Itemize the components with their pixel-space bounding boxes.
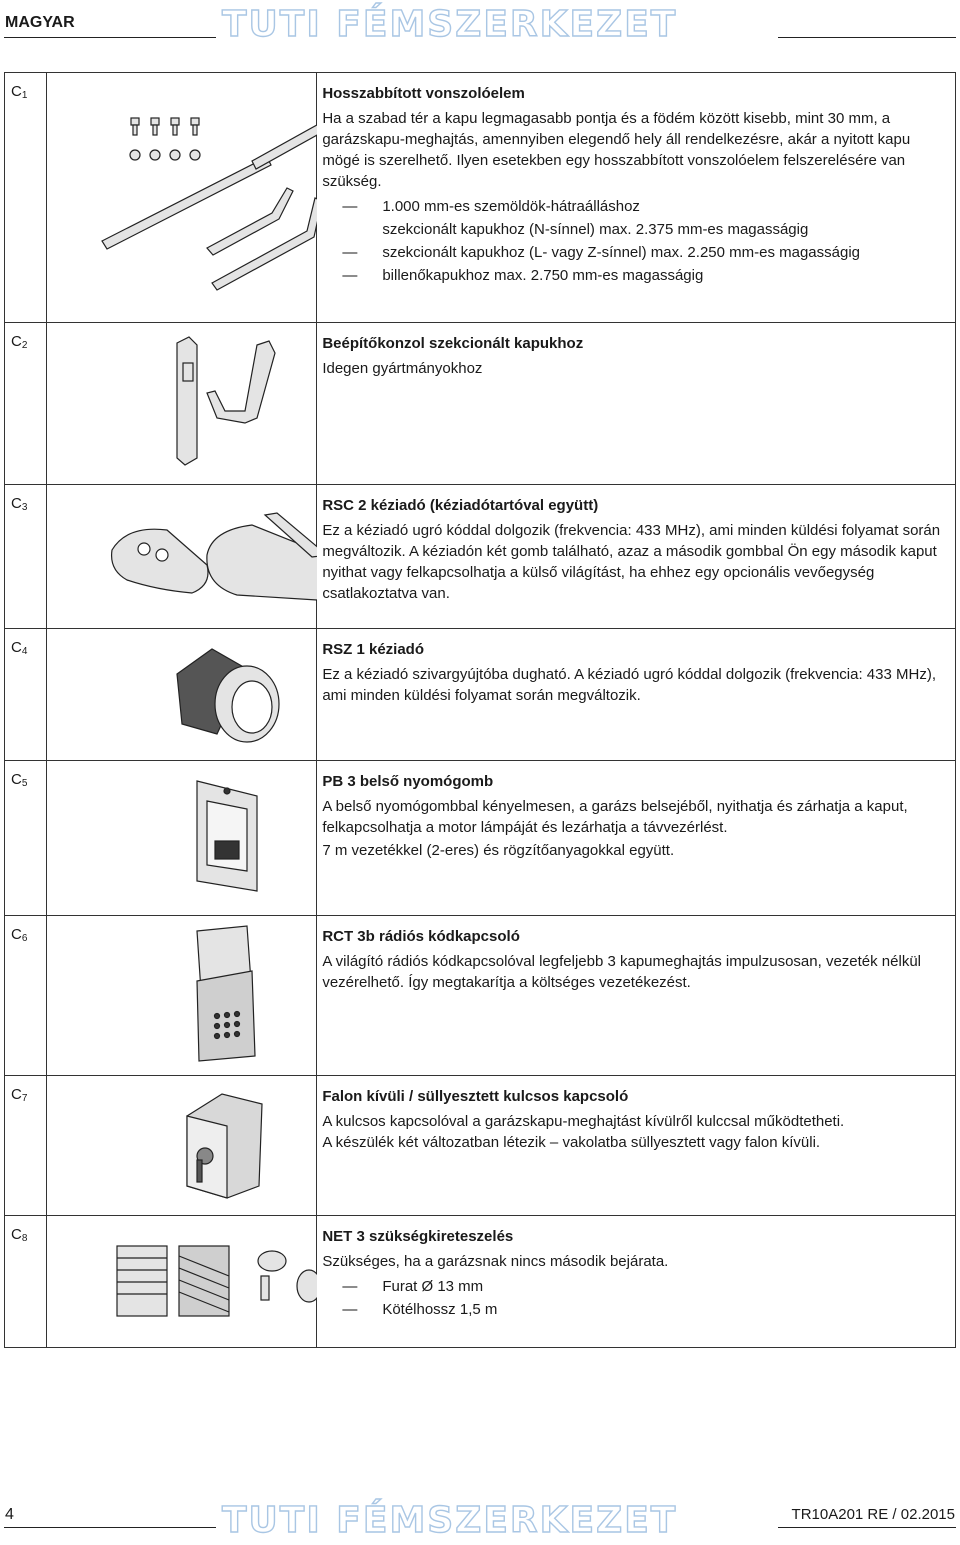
header-rule-left	[4, 37, 216, 38]
row-text	[317, 761, 956, 916]
item-title: Hosszabbított vonszolóelem	[322, 85, 525, 102]
item-description: A belső nyomógombbal kényelmesen, a garázs belsejéből, nyithatja és zárhatja a kaput, felkapcsolhatja a motor lámpáját és lezárhatja a távvezérlést.	[322, 798, 908, 836]
cigarette-lighter-transmitter-illustration	[47, 629, 317, 761]
item-title: RCT 3b rádiós kódkapcsoló	[322, 928, 520, 945]
list-item: — szekcionált kapukhoz (L- vagy Z-sínnel) max. 2.250 mm-es magasságig	[322, 242, 947, 263]
row-text	[317, 629, 956, 761]
row-c6	[5, 916, 956, 1076]
row-label: $C_8$	[5, 1216, 47, 1348]
mounting-bracket-illustration	[47, 323, 317, 485]
row-text	[317, 1076, 956, 1216]
item-description: A világító rádiós kódkapcsolóval legfeljebb 3 kapumeghajtás impulzusosan, vezeték nélkül vezérelhető. Így megtakarítja a költséges vezetékezést.	[322, 953, 922, 991]
radio-code-switch-illustration	[47, 916, 317, 1076]
row-text	[317, 485, 956, 629]
row-c2	[5, 323, 956, 485]
list-item: — Kötélhossz 1,5 m	[322, 1299, 947, 1320]
item-title: Beépítőkonzol szekcionált kapukhoz	[322, 335, 584, 352]
item-description: Ez a kéziadó ugró kóddal dolgozik (frekvencia: 433 MHz), ami minden küldési folyamat során megváltozik. A kéziadón két gomb található, azaz a második gombbal Ön egy második kaput nyithat vagy felkapcsolhatja a külső világítást, ha ehhez egy opcionális vevőegység csatlakoztatva van.	[322, 522, 941, 602]
emergency-release-illustration	[47, 1216, 317, 1348]
row-c3	[5, 485, 956, 629]
footer-rule-right	[778, 1527, 956, 1528]
footer-rule-left	[4, 1527, 216, 1528]
item-description: Ha a szabad tér a kapu legmagasabb pontja és a födém között kisebb, mint 30 mm, a garázskapu-meghajtás, amennyiben elegendő hely áll rendelkezésre, akár a nyitott kapu mögé is szerelhető. Ilyen esetekben egy hosszabbított vonszolóelem felszerelésére van szükség.	[322, 110, 911, 190]
row-text	[317, 323, 956, 485]
item-description: A kulcsos kapcsolóval a garázskapu-meghajtást kívülről kulccsal működtetheti.	[322, 1113, 845, 1130]
row-c5	[5, 761, 956, 916]
list-item: — Furat Ø 13 mm	[322, 1276, 947, 1297]
row-label: $C_3$	[5, 485, 47, 629]
item-title: Falon kívüli / süllyesztett kulcsos kapcsoló	[322, 1088, 629, 1105]
spec-list	[322, 1276, 947, 1320]
item-title: PB 3 belső nyomógomb	[322, 773, 494, 790]
row-label: $C_6$	[5, 916, 47, 1076]
watermark-bottom: TUTI FÉMSZERKEZET	[222, 1500, 678, 1541]
row-label: $C_5$	[5, 761, 47, 916]
item-title: NET 3 szükségkireteszelés	[322, 1228, 514, 1245]
language-label: MAGYAR	[5, 14, 75, 31]
extended-drag-arm-illustration	[47, 73, 317, 323]
hand-transmitter-illustration	[47, 485, 317, 629]
key-switch-illustration	[47, 1076, 317, 1216]
row-label: $C_7$	[5, 1076, 47, 1216]
item-description: Ez a kéziadó szivargyújtóba dugható. A kéziadó ugró kóddal dolgozik (frekvencia: 433 MHz), ami minden küldési folyamat során megváltozik.	[322, 666, 936, 704]
document-code: TR10A201 RE / 02.2015	[791, 1506, 955, 1523]
header-rule-right	[778, 37, 956, 38]
list-item-continuation: szekcionált kapukhoz (N-sínnel) max. 2.375 mm-es magasságig	[382, 221, 809, 238]
item-description: Idegen gyártmányokhoz	[322, 360, 483, 377]
row-text	[317, 916, 956, 1076]
page-number: 4	[5, 1506, 14, 1523]
row-c7	[5, 1076, 956, 1216]
list-item: — 1.000 mm-es szemöldök-hátraálláshoz	[322, 196, 947, 217]
push-button-illustration	[47, 761, 317, 916]
watermark-top: TUTI FÉMSZERKEZET	[222, 4, 678, 45]
row-label: $C_2$	[5, 323, 47, 485]
row-label: $C_1$	[5, 73, 47, 323]
row-text	[317, 1216, 956, 1348]
item-description: Szükséges, ha a garázsnak nincs második bejárata.	[322, 1253, 669, 1270]
item-description-2: A készülék két változatban létezik – vakolatba süllyesztett vagy falon kívüli.	[322, 1134, 821, 1151]
spec-list	[322, 196, 947, 286]
item-title: RSC 2 kéziadó (kéziadótartóval együtt)	[322, 497, 599, 514]
list-item: — billenőkapukhoz max. 2.750 mm-es magasságig	[322, 265, 947, 286]
row-c4	[5, 629, 956, 761]
row-c1	[5, 73, 956, 323]
accessories-table	[4, 72, 956, 1348]
row-label: $C_4$	[5, 629, 47, 761]
row-text	[317, 73, 956, 323]
item-description-2: 7 m vezetékkel (2-eres) és rögzítőanyagokkal együtt.	[322, 842, 675, 859]
row-c8	[5, 1216, 956, 1348]
item-title: RSZ 1 kéziadó	[322, 641, 425, 658]
